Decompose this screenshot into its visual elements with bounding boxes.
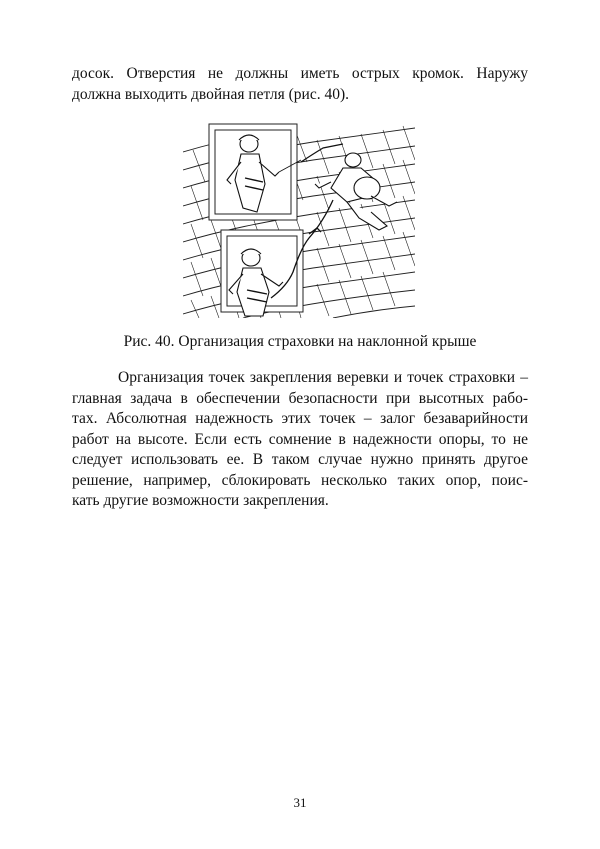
text-line: досок. Отверстия не должны иметь острых кромок. Наружу [72, 65, 528, 82]
roof-safety-illustration [183, 122, 415, 318]
worker-roof-figure [315, 153, 397, 230]
text-line: кать другие возможности закрепления. [72, 492, 329, 509]
text-line: главная задача в обеспечении безопасности при высотных рабо- [72, 389, 528, 407]
text-line: работ на высоте. Если есть сомнение в надежности опоры, то не [72, 430, 528, 448]
paragraph-anchor-points [72, 368, 528, 512]
figure-caption: Рис. 40. Организация страховки на наклонной крыше [123, 333, 477, 350]
paragraph-continuation [72, 64, 528, 105]
text-line: Организация точек закрепления веревки и точек страховки – [118, 369, 528, 386]
text-line: следует использовать ее. В таком случае нужно принять другое [72, 451, 528, 468]
text-line: должна выходить двойная петля (рис. 40). [72, 85, 350, 103]
page-number: 31 [293, 795, 307, 810]
text-line: решение, например, сблокировать несколько таких опор, поис- [72, 471, 528, 489]
text-line: тах. Абсолютная надежность этих точек – залог безаварийности [72, 410, 528, 427]
